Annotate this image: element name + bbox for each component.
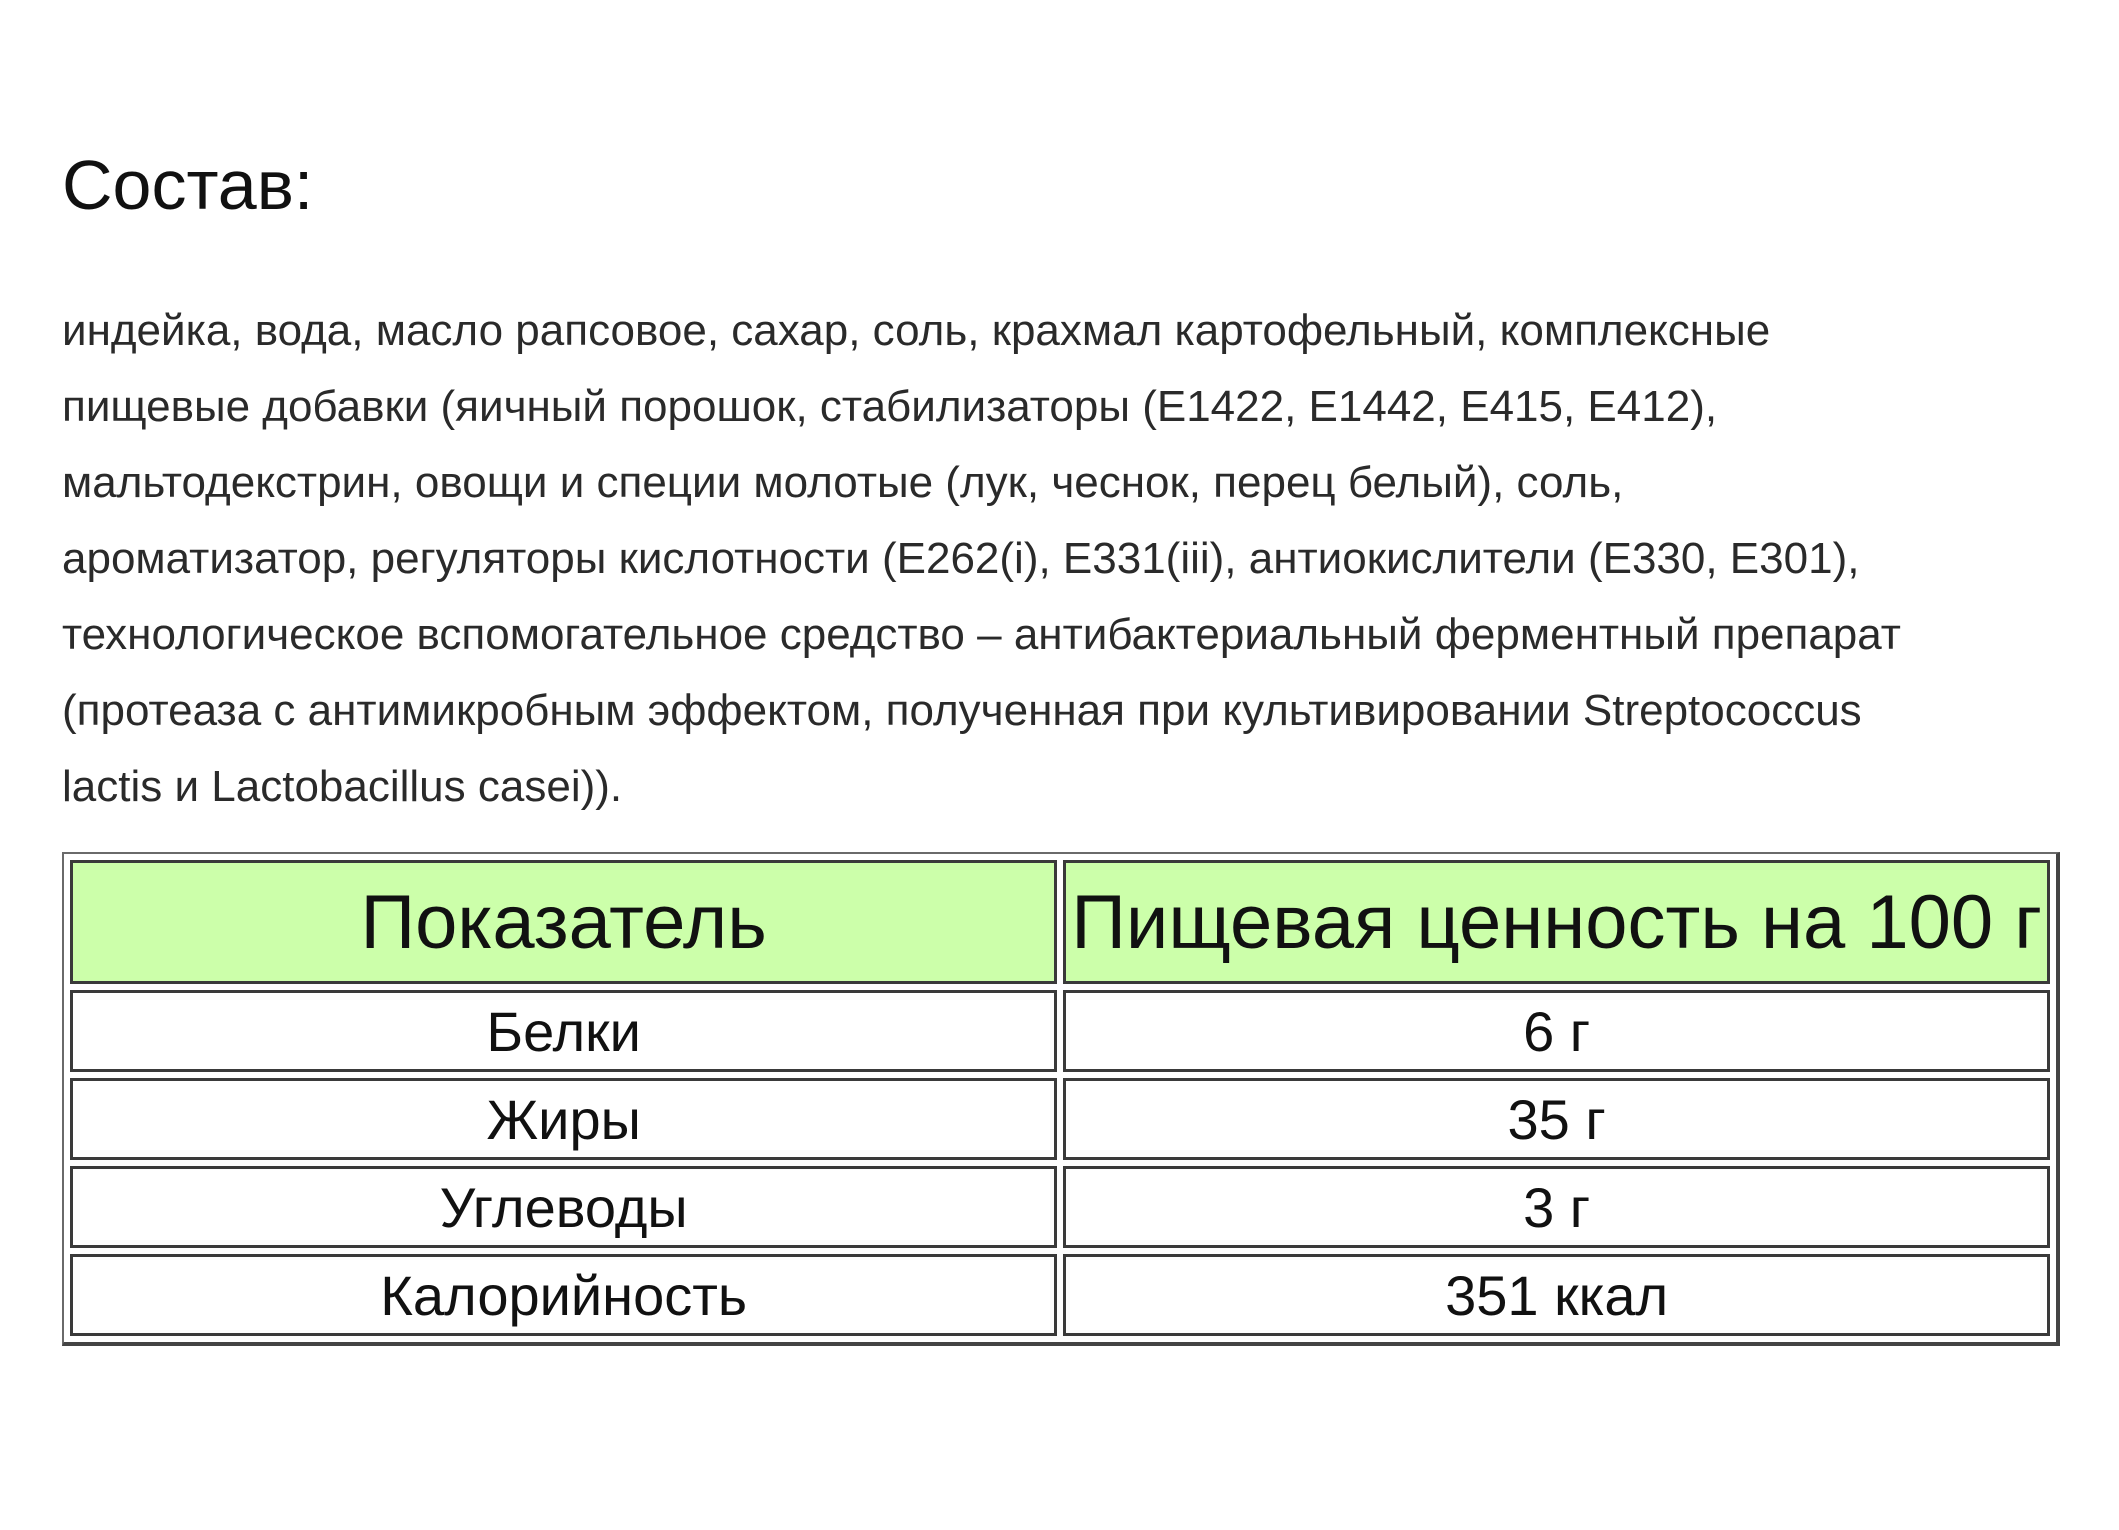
table-row <box>70 990 2050 1072</box>
row-value-cell: 6 г <box>1063 990 2050 1072</box>
composition-line: технологическое вспомогательное средство – антибактериальный ферментный препарат <box>62 610 1901 659</box>
table-row <box>70 1254 2050 1336</box>
composition-line: (протеаза с антимикробным эффектом, полученная при культивировании Streptococcus <box>62 686 1862 735</box>
composition-text <box>62 293 2102 825</box>
composition-line: индейка, вода, масло рапсовое, сахар, соль, крахмал картофельный, комплексные <box>62 306 1771 355</box>
header-nutritional-value: Пищевая ценность на 100 г <box>1063 860 2050 984</box>
table-row <box>70 1078 2050 1160</box>
row-name-cell: Углеводы <box>70 1166 1057 1248</box>
row-name-cell: Жиры <box>70 1078 1057 1160</box>
row-name-cell: Белки <box>70 990 1057 1072</box>
nutrition-table <box>62 852 2060 1346</box>
row-value-cell: 3 г <box>1063 1166 2050 1248</box>
composition-line: мальтодекстрин, овощи и специи молотые (лук, чеснок, перец белый), соль, <box>62 458 1624 507</box>
header-indicator: Показатель <box>70 860 1057 984</box>
composition-line: пищевые добавки (яичный порошок, стабилизаторы (Е1422, Е1442, Е415, Е412), <box>62 382 1718 431</box>
composition-line: ароматизатор, регуляторы кислотности (Е262(i), Е331(iii), антиокислители (Е330, Е301), <box>62 534 1860 583</box>
composition-line: lactis и Lactobacillus casei)). <box>62 762 623 811</box>
table-row <box>70 1166 2050 1248</box>
row-name-cell: Калорийность <box>70 1254 1057 1336</box>
table-header-row <box>70 860 2050 984</box>
row-value-cell: 351 ккал <box>1063 1254 2050 1336</box>
row-value-cell: 35 г <box>1063 1078 2050 1160</box>
page-title: Состав: <box>62 146 314 224</box>
